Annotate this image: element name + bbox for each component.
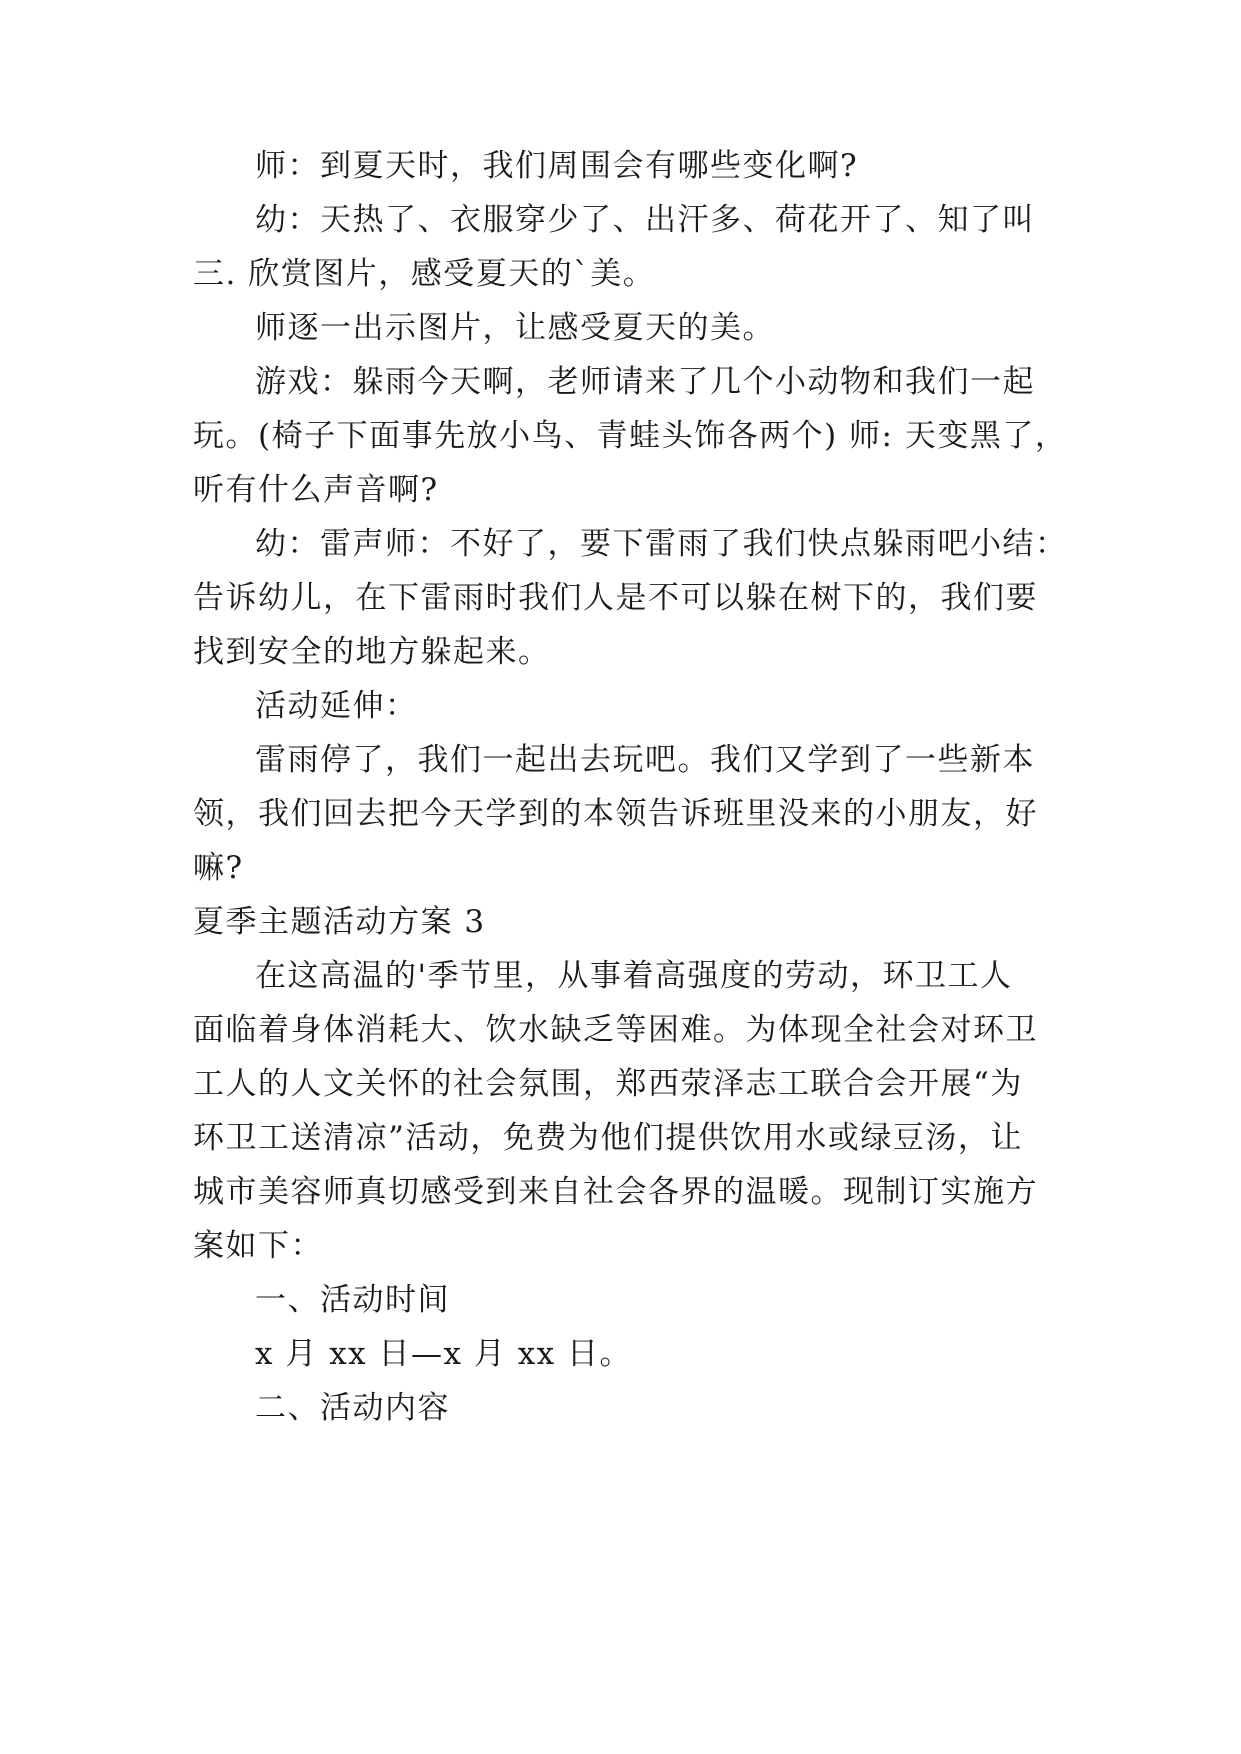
paragraph-line: 幼：天热了、衣服穿少了、出汗多、荷花开了、知了叫 <box>255 202 1035 238</box>
paragraph-line: x 月 xx 日—x 月 xx 日。 <box>255 1336 633 1372</box>
paragraph-line: 工人的人文关怀的社会氛围，郑西荥泽志工联合会开展“为 <box>193 1066 1023 1102</box>
section-heading: 夏季主题活动方案 3 <box>193 904 486 940</box>
paragraph-line: 游戏：躲雨今天啊，老师请来了几个小动物和我们一起 <box>255 364 1035 400</box>
paragraph-line: 城市美容师真切感受到来自社会各界的温暖。现制订实施方 <box>193 1174 1038 1210</box>
paragraph-line: 三. 欣赏图片，感受夏天的`美。 <box>193 256 656 292</box>
paragraph-line: 师逐一出示图片，让感受夏天的美。 <box>255 310 775 346</box>
paragraph-line: 活动延伸： <box>255 688 418 724</box>
paragraph-line: 环卫工送清凉”活动，免费为他们提供饮用水或绿豆汤，让 <box>193 1120 1023 1156</box>
paragraph-line: 找到安全的地方躲起来。 <box>193 634 551 670</box>
list-heading: 二、活动内容 <box>255 1390 450 1426</box>
paragraph-line: 面临着身体消耗大、饮水缺乏等困难。为体现全社会对环卫 <box>193 1012 1038 1048</box>
paragraph-line: 案如下： <box>193 1228 323 1264</box>
paragraph-line: 领，我们回去把今天学到的本领告诉班里没来的小朋友，好 <box>193 796 1038 832</box>
paragraph-line: 雷雨停了，我们一起出去玩吧。我们又学到了一些新本 <box>255 742 1035 778</box>
paragraph-line: 玩。(椅子下面事先放小鸟、青蛙头饰各两个) 师: 天变黑了， <box>193 418 1068 454</box>
paragraph-line: 嘛? <box>193 850 244 886</box>
paragraph-line: 师：到夏天时，我们周围会有哪些变化啊? <box>255 148 859 184</box>
paragraph-line: 幼：雷声师：不好了，要下雷雨了我们快点躲雨吧小结： <box>255 526 1068 562</box>
list-heading: 一、活动时间 <box>255 1282 450 1318</box>
paragraph-line: 告诉幼儿，在下雷雨时我们人是不可以躲在树下的，我们要 <box>193 580 1038 616</box>
paragraph-line: 在这高温的'季节里，从事着高强度的劳动，环卫工人 <box>255 958 1013 994</box>
paragraph-line: 听有什么声音啊? <box>193 472 439 508</box>
